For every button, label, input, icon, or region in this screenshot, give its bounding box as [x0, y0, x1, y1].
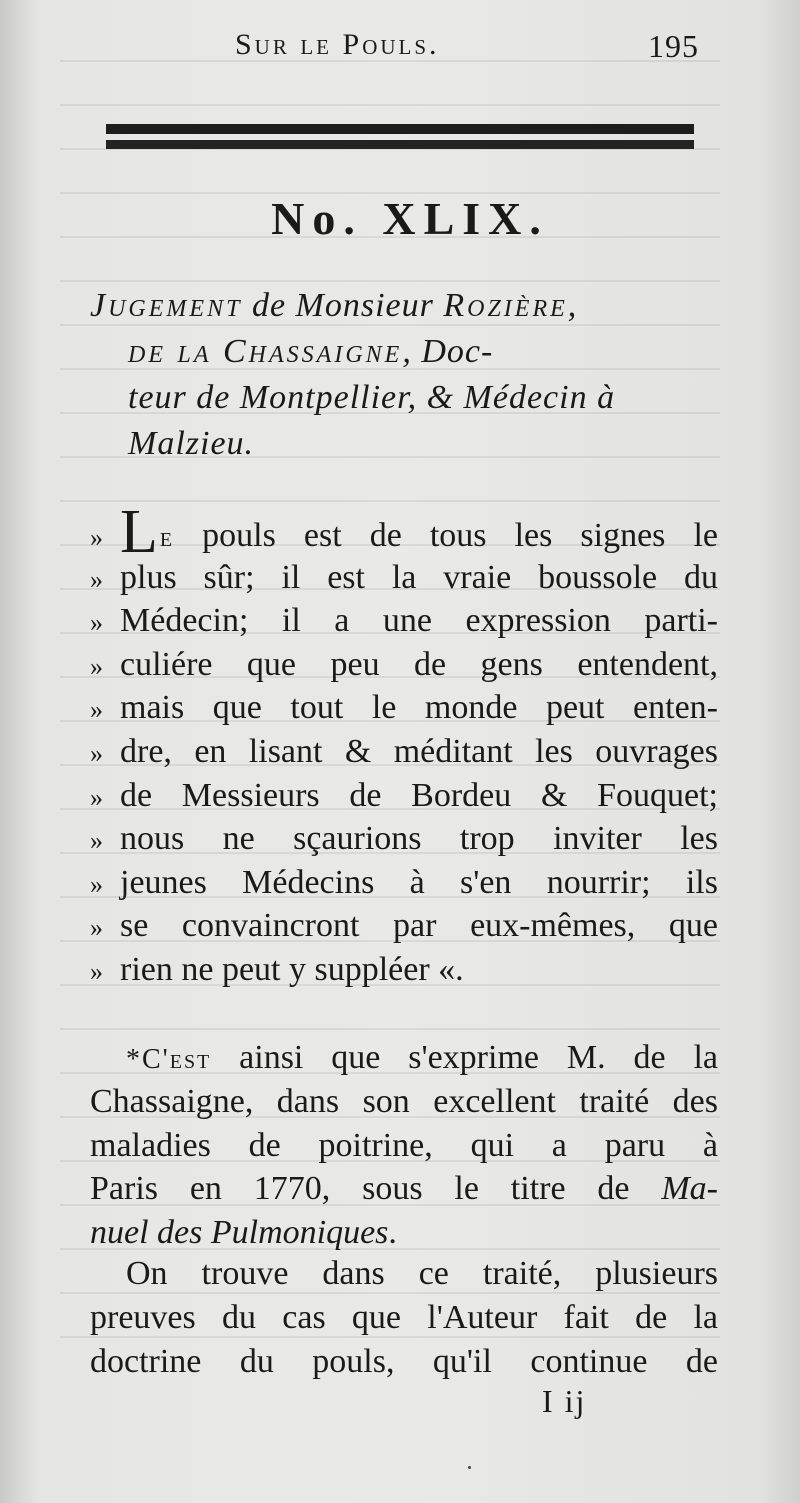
signature-mark: I ij	[542, 1383, 587, 1419]
book-title-italic: Ma-	[661, 1170, 718, 1208]
quote-text: mais que tout le monde peut enten-	[120, 689, 718, 727]
paragraph-line: Chassaigne, dans son excellent traité des	[90, 1082, 718, 1120]
page-number: 195	[648, 28, 699, 64]
quote-line	[90, 861, 718, 905]
guillemet-mark: »	[90, 608, 103, 638]
guillemet-mark: »	[90, 913, 103, 943]
running-head-title: Sur le Pouls.	[235, 28, 440, 61]
double-rule-bottom	[106, 140, 694, 149]
quote-line	[90, 556, 718, 600]
quote-text: de Messieurs de Bordeu & Fouquet;	[120, 776, 718, 814]
section-heading	[90, 283, 715, 467]
quote-line	[90, 904, 718, 948]
drop-cap-continuation: e	[159, 522, 175, 553]
quote-text: se convaincront par eux-mêmes, que	[120, 907, 718, 945]
quote-line	[90, 774, 718, 818]
paragraph-lead: *C'est	[126, 1044, 212, 1075]
heading-line: Malzieu.	[128, 425, 255, 462]
paragraph-text: ainsi que s'exprime M. de la	[211, 1039, 718, 1076]
heading-line: teur de Montpellier, & Médecin à	[128, 379, 616, 416]
quote-text: rien ne peut y suppléer «.	[120, 950, 464, 988]
quote-line	[90, 643, 718, 687]
running-head	[0, 28, 800, 68]
guillemet-mark: »	[90, 869, 103, 899]
quote-text: plus sûr; il est la vraie boussole du	[120, 558, 718, 596]
section-number: No. XLIX.	[271, 193, 549, 244]
paragraph-line	[90, 1211, 718, 1255]
drop-cap: L	[120, 498, 158, 566]
guillemet-mark: »	[90, 956, 103, 986]
quote-text: dre, en lisant & méditant les ouvrages	[120, 732, 718, 770]
guillemet-mark: »	[90, 826, 103, 856]
guillemet-mark: »	[90, 564, 103, 594]
quote-line	[90, 599, 718, 643]
heading-text: de Monsieur	[242, 287, 444, 324]
quote-line	[90, 948, 718, 992]
quote-line	[90, 498, 718, 566]
quote-text: jeunes Médecins à s'en nourrir; ils	[120, 863, 718, 901]
guillemet-mark: »	[90, 523, 103, 552]
quote-text: nous ne sçaurions trop inviter les	[120, 820, 718, 858]
heading-line	[90, 283, 715, 329]
book-title-italic: nuel des Pulmoniques	[90, 1214, 389, 1252]
commentary-paragraph	[90, 1036, 718, 1255]
heading-line	[90, 329, 715, 375]
guillemet-mark: »	[90, 651, 103, 681]
paragraph-line	[90, 1167, 718, 1211]
quote-line	[90, 686, 718, 730]
paragraph-text: .	[388, 1214, 397, 1252]
paragraph-line: On trouve dans ce traité, plusieurs	[126, 1255, 718, 1292]
paragraph-line: doctrine du pouls, qu'il continue de	[90, 1342, 718, 1380]
guillemet-mark: »	[90, 695, 103, 725]
quote-line	[90, 730, 718, 774]
quote-text: culiére que peu de gens entendent,	[120, 645, 718, 683]
quote-text: pouls est de tous les signes le	[174, 517, 718, 554]
body-paragraph	[90, 1252, 718, 1383]
guillemet-mark: »	[90, 782, 103, 812]
guillemet-mark: »	[90, 738, 103, 768]
paragraph-line: preuves du cas que l'Auteur fait de la	[90, 1298, 718, 1336]
paragraph-line	[90, 1036, 718, 1080]
heading-name-roziere: Rozière	[443, 287, 568, 324]
heading-punct: ,	[567, 287, 578, 324]
heading-name-chassaigne: de la Chassaigne	[128, 333, 403, 370]
heading-text: , Doc-	[402, 333, 494, 370]
heading-word-jugement: Jugement	[90, 287, 243, 324]
paragraph-line: maladies de poitrine, qui a paru à	[90, 1126, 718, 1164]
quoted-passage	[90, 498, 718, 992]
quote-line	[90, 817, 718, 861]
double-rule-top	[106, 124, 694, 134]
paragraph-text: Paris en 1770, sous le titre de	[90, 1170, 662, 1208]
quote-text: Médecin; il a une expression parti-	[120, 602, 718, 640]
paper-speck	[468, 1466, 471, 1469]
